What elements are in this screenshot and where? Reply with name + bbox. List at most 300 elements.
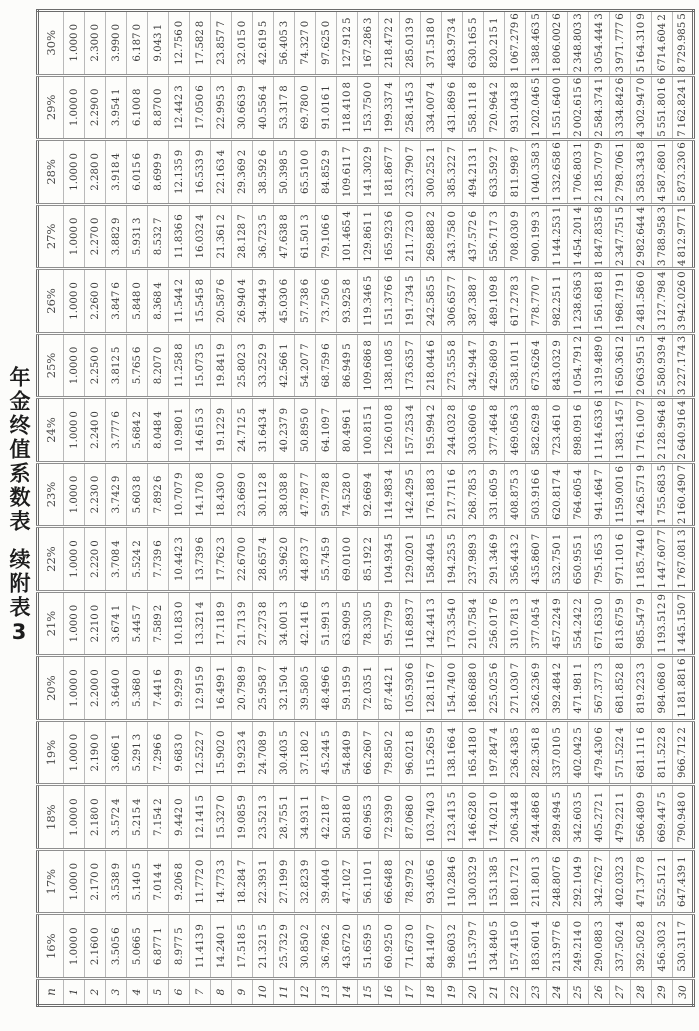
value-cell: 48.496 6 — [316, 656, 337, 721]
value-cell: 306.657 7 — [442, 269, 463, 334]
table-row — [64, 11, 85, 1006]
value-cell: 6.187 0 — [127, 11, 148, 76]
value-cell: 45.244 5 — [316, 720, 337, 785]
value-cell: 233.790 7 — [400, 140, 421, 205]
value-cell: 130.032 9 — [463, 849, 484, 914]
n-cell: 30 — [673, 979, 694, 1006]
value-cell: 141.302 9 — [358, 140, 379, 205]
value-cell: 4 812.977 1 — [673, 204, 694, 269]
value-cell: 1 551.640 0 — [547, 75, 568, 140]
page-title — [5, 366, 33, 666]
value-cell: 197.847 4 — [484, 720, 505, 785]
value-cell: 256.017 6 — [484, 591, 505, 656]
n-cell: 3 — [106, 979, 127, 1006]
value-cell: 248.807 6 — [547, 849, 568, 914]
value-cell: 157.253 4 — [400, 398, 421, 463]
value-cell: 225.025 6 — [484, 656, 505, 721]
value-cell: 1 426.571 9 — [631, 462, 652, 527]
value-cell: 2 347.751 5 — [610, 204, 631, 269]
value-cell: 54.207 7 — [295, 333, 316, 398]
value-cell: 1 561.681 8 — [589, 269, 610, 334]
value-cell: 59.195 9 — [337, 656, 358, 721]
value-cell: 95.779 9 — [379, 591, 400, 656]
value-cell: 18.284 7 — [232, 849, 253, 914]
value-cell: 12.135 9 — [169, 140, 190, 205]
n-cell: 20 — [463, 979, 484, 1006]
value-cell: 437.572 6 — [463, 204, 484, 269]
value-cell: 16.499 1 — [211, 656, 232, 721]
value-cell: 7.589 2 — [148, 591, 169, 656]
table-row — [85, 11, 106, 1006]
value-cell: 14.615 3 — [190, 398, 211, 463]
table-row — [211, 11, 232, 1006]
table-row — [316, 11, 337, 1006]
value-cell: 2.230 0 — [85, 462, 106, 527]
value-cell: 142.441 3 — [421, 591, 442, 656]
value-cell: 98.603 2 — [442, 914, 463, 979]
rate-header-cell: 30% — [38, 11, 64, 76]
value-cell: 17.118 9 — [211, 591, 232, 656]
value-cell: 811.998 7 — [505, 140, 526, 205]
table-row — [148, 11, 169, 1006]
n-cell: 14 — [337, 979, 358, 1006]
n-cell: 1 — [64, 979, 85, 1006]
value-cell: 244.032 8 — [442, 398, 463, 463]
value-cell: 12.756 0 — [169, 11, 190, 76]
rate-header-cell: 22% — [38, 527, 64, 592]
value-cell: 12.915 9 — [190, 656, 211, 721]
value-cell: 6714.604 2 — [652, 11, 673, 76]
value-cell: 764.605 4 — [568, 462, 589, 527]
rate-header-cell: 16% — [38, 914, 64, 979]
value-cell: 567.377 3 — [589, 656, 610, 721]
value-cell: 30.112 8 — [253, 462, 274, 527]
value-cell: 54.840 9 — [337, 720, 358, 785]
value-cell: 42.619 5 — [253, 11, 274, 76]
value-cell: 457.224 9 — [547, 591, 568, 656]
value-cell: 494.213 1 — [463, 140, 484, 205]
value-cell: 23.857 7 — [211, 11, 232, 76]
value-cell: 24.712 5 — [232, 398, 253, 463]
value-cell: 326.236 9 — [526, 656, 547, 721]
value-cell: 1.000 0 — [64, 204, 85, 269]
value-cell: 673.626 4 — [526, 333, 547, 398]
value-cell: 2 481.586 0 — [631, 269, 652, 334]
value-cell: 165.923 6 — [379, 204, 400, 269]
value-cell: 11.413 9 — [190, 914, 211, 979]
value-cell: 7 162.824 1 — [673, 75, 694, 140]
value-cell: 9.043 1 — [148, 11, 169, 76]
value-cell: 900.199 3 — [526, 204, 547, 269]
table-row — [652, 11, 673, 1006]
value-cell: 27.199 9 — [274, 849, 295, 914]
table-row — [631, 11, 652, 1006]
value-cell: 387.388 7 — [463, 269, 484, 334]
value-cell: 258.145 3 — [400, 75, 421, 140]
value-cell: 3 788.958 3 — [652, 204, 673, 269]
value-cell: 28.128 7 — [232, 204, 253, 269]
value-cell: 56.405 3 — [274, 11, 295, 76]
value-cell: 157.415 0 — [505, 914, 526, 979]
value-cell: 1 054.791 2 — [568, 333, 589, 398]
value-cell: 479.430 6 — [589, 720, 610, 785]
value-cell: 104.934 5 — [379, 527, 400, 592]
value-cell: 8.532 7 — [148, 204, 169, 269]
table-row — [295, 11, 316, 1006]
value-cell: 3.847 6 — [106, 269, 127, 334]
value-cell: 79.106 6 — [316, 204, 337, 269]
value-cell: 32.015 0 — [232, 11, 253, 76]
value-cell: 483.973 4 — [442, 11, 463, 76]
value-cell: 291.346 9 — [484, 527, 505, 592]
value-cell: 237.989 3 — [463, 527, 484, 592]
value-cell: 3.505 6 — [106, 914, 127, 979]
value-cell: 153.138 5 — [484, 849, 505, 914]
value-cell: 28.755 1 — [274, 785, 295, 850]
annuity-fvifa-table — [36, 9, 695, 1007]
table-row — [400, 11, 421, 1006]
value-cell: 2.240 0 — [85, 398, 106, 463]
value-cell: 18.430 0 — [211, 462, 232, 527]
value-cell: 5.765 6 — [127, 333, 148, 398]
value-cell: 8.207 0 — [148, 333, 169, 398]
value-cell: 91.016 1 — [316, 75, 337, 140]
value-cell: 11.772 0 — [190, 849, 211, 914]
value-cell: 50.895 0 — [295, 398, 316, 463]
value-cell: 74.327 0 — [295, 11, 316, 76]
n-cell: 19 — [442, 979, 463, 1006]
n-cell: 10 — [253, 979, 274, 1006]
value-cell: 60.965 3 — [358, 785, 379, 850]
n-cell: 8 — [211, 979, 232, 1006]
value-cell: 3 583.343 8 — [631, 140, 652, 205]
value-cell: 2 002.615 6 — [568, 75, 589, 140]
value-cell: 66.648 8 — [379, 849, 400, 914]
value-cell: 42.218 7 — [316, 785, 337, 850]
value-cell: 126.010 8 — [379, 398, 400, 463]
rate-header-cell: 25% — [38, 333, 64, 398]
table-row — [673, 11, 694, 1006]
value-cell: 22.995 3 — [211, 75, 232, 140]
value-cell: 1.000 0 — [64, 11, 85, 76]
value-cell: 146.628 0 — [463, 785, 484, 850]
value-cell: 2 185.707 9 — [589, 140, 610, 205]
value-cell: 4 587.680 1 — [652, 140, 673, 205]
value-cell: 35.962 0 — [274, 527, 295, 592]
value-cell: 1 445.150 7 — [673, 591, 694, 656]
value-cell: 8 729.985 5 — [673, 11, 694, 76]
value-cell: 109.686 8 — [358, 333, 379, 398]
value-cell: 429.680 9 — [484, 333, 505, 398]
table-row — [568, 11, 589, 1006]
value-cell: 14.240 1 — [211, 914, 232, 979]
value-cell: 1 144.253 1 — [547, 204, 568, 269]
table-row — [337, 11, 358, 1006]
value-cell: 385.322 7 — [442, 140, 463, 205]
n-cell: 6 — [169, 979, 190, 1006]
value-cell: 282.361 8 — [526, 720, 547, 785]
table-area — [36, 9, 690, 1007]
value-cell: 723.461 0 — [547, 398, 568, 463]
value-cell: 7.296 6 — [148, 720, 169, 785]
value-cell: 74.528 0 — [337, 462, 358, 527]
value-cell: 167.286 3 — [358, 11, 379, 76]
value-cell: 165.418 0 — [463, 720, 484, 785]
value-cell: 7.739 6 — [148, 527, 169, 592]
value-cell: 138.108 5 — [379, 333, 400, 398]
value-cell: 3.777 6 — [106, 398, 127, 463]
value-cell: 8.368 4 — [148, 269, 169, 334]
value-cell: 3.882 9 — [106, 204, 127, 269]
value-cell: 151.376 6 — [379, 269, 400, 334]
value-cell: 93.925 8 — [337, 269, 358, 334]
table-row — [547, 11, 568, 1006]
value-cell: 5.368 0 — [127, 656, 148, 721]
value-cell: 38.592 6 — [253, 140, 274, 205]
value-cell: 218.044 6 — [421, 333, 442, 398]
value-cell: 2 160.490 7 — [673, 462, 694, 527]
value-cell: 17.582 8 — [190, 11, 211, 76]
value-cell: 3.640 0 — [106, 656, 127, 721]
value-cell: 19.122 9 — [211, 398, 232, 463]
value-cell: 720.964 2 — [484, 75, 505, 140]
value-cell: 3.674 1 — [106, 591, 127, 656]
value-cell: 211.723 0 — [400, 204, 421, 269]
value-cell: 87.068 0 — [400, 785, 421, 850]
value-cell: 92.669 4 — [358, 462, 379, 527]
value-cell: 25.958 7 — [253, 656, 274, 721]
table-row — [358, 11, 379, 1006]
value-cell: 34.931 1 — [295, 785, 316, 850]
value-cell: 941.464 7 — [589, 462, 610, 527]
value-cell: 5.445 7 — [127, 591, 148, 656]
value-cell: 31.643 4 — [253, 398, 274, 463]
value-cell: 1.000 0 — [64, 785, 85, 850]
value-cell: 72.939 0 — [379, 785, 400, 850]
value-cell: 3 054.444 3 — [589, 11, 610, 76]
n-cell: 2 — [85, 979, 106, 1006]
value-cell: 45.030 6 — [274, 269, 295, 334]
value-cell: 1 067.279 6 — [505, 11, 526, 76]
value-cell: 337.010 5 — [547, 720, 568, 785]
value-cell: 566.480 9 — [631, 785, 652, 850]
value-cell: 8.977 5 — [169, 914, 190, 979]
value-cell: 2.160 0 — [85, 914, 106, 979]
value-cell: 105.930 6 — [400, 656, 421, 721]
value-cell: 371.518 0 — [421, 11, 442, 76]
value-cell: 30.403 5 — [274, 720, 295, 785]
n-cell: 17 — [400, 979, 421, 1006]
value-cell: 2 584.374 1 — [589, 75, 610, 140]
value-cell: 898.091 6 — [568, 398, 589, 463]
n-cell: 21 — [484, 979, 505, 1006]
value-cell: 115.379 7 — [463, 914, 484, 979]
value-cell: 273.555 8 — [442, 333, 463, 398]
value-cell: 142.429 5 — [400, 462, 421, 527]
value-cell: 1 650.361 2 — [610, 333, 631, 398]
value-cell: 84.852 9 — [316, 140, 337, 205]
value-cell: 218.472 2 — [379, 11, 400, 76]
value-cell: 5.603 8 — [127, 462, 148, 527]
value-cell: 1 332.658 6 — [547, 140, 568, 205]
value-cell: 9.206 8 — [169, 849, 190, 914]
value-cell: 17.762 3 — [211, 527, 232, 592]
value-cell: 408.875 3 — [505, 462, 526, 527]
value-cell: 34.944 9 — [253, 269, 274, 334]
value-cell: 63.909 5 — [337, 591, 358, 656]
n-cell: 4 — [127, 979, 148, 1006]
value-cell: 194.253 5 — [442, 527, 463, 592]
value-cell: 11.544 2 — [169, 269, 190, 334]
value-cell: 47.787 7 — [295, 462, 316, 527]
n-cell: 18 — [421, 979, 442, 1006]
value-cell: 2.180 0 — [85, 785, 106, 850]
value-cell: 32.823 9 — [295, 849, 316, 914]
value-cell: 5 873.230 6 — [673, 140, 694, 205]
rate-header-cell: 29% — [38, 75, 64, 140]
value-cell: 2.220 0 — [85, 527, 106, 592]
value-cell: 14.773 3 — [211, 849, 232, 914]
value-cell: 15.073 5 — [190, 333, 211, 398]
value-cell: 811.522 8 — [652, 720, 673, 785]
value-cell: 3.918 4 — [106, 140, 127, 205]
value-cell: 530.311 7 — [673, 914, 694, 979]
value-cell: 109.611 7 — [337, 140, 358, 205]
value-cell: 334.007 4 — [421, 75, 442, 140]
value-cell: 2 982.644 4 — [631, 204, 652, 269]
value-cell: 15.902 0 — [211, 720, 232, 785]
value-cell: 1 716.100 7 — [631, 398, 652, 463]
value-cell: 42.141 6 — [295, 591, 316, 656]
value-cell: 51.659 5 — [358, 914, 379, 979]
value-cell: 242.585 5 — [421, 269, 442, 334]
value-cell: 966.712 2 — [673, 720, 694, 785]
value-cell: 471.981 1 — [568, 656, 589, 721]
n-cell: 12 — [295, 979, 316, 1006]
value-cell: 50.818 0 — [337, 785, 358, 850]
value-cell: 820.215 1 — [484, 11, 505, 76]
value-cell: 5.215 4 — [127, 785, 148, 850]
value-cell: 1 755.683 5 — [652, 462, 673, 527]
value-cell: 708.030 9 — [505, 204, 526, 269]
value-cell: 128.116 7 — [421, 656, 442, 721]
value-cell: 236.438 5 — [505, 720, 526, 785]
value-cell: 471.377 8 — [631, 849, 652, 914]
value-cell: 129.020 1 — [400, 527, 421, 592]
value-cell: 630.165 5 — [463, 11, 484, 76]
table-row — [106, 11, 127, 1006]
value-cell: 2.280 0 — [85, 140, 106, 205]
value-cell: 971.101 6 — [610, 527, 631, 592]
value-cell: 1 383.145 7 — [610, 398, 631, 463]
value-cell: 16.032 4 — [190, 204, 211, 269]
value-cell: 10.183 0 — [169, 591, 190, 656]
value-cell: 8.048 4 — [148, 398, 169, 463]
value-cell: 158.404 5 — [421, 527, 442, 592]
value-cell: 1159.001 6 — [610, 462, 631, 527]
value-cell: 1 181.881 6 — [673, 656, 694, 721]
value-cell: 3 227.174 3 — [673, 333, 694, 398]
rate-header-cell: 28% — [38, 140, 64, 205]
rate-header-cell: 26% — [38, 269, 64, 334]
value-cell: 3.990 0 — [106, 11, 127, 76]
value-cell: 22.393 1 — [253, 849, 274, 914]
value-cell: 503.916 6 — [526, 462, 547, 527]
value-cell: 115.265 9 — [421, 720, 442, 785]
value-cell: 61.501 3 — [295, 204, 316, 269]
n-cell: 24 — [547, 979, 568, 1006]
value-cell: 37.180 2 — [295, 720, 316, 785]
value-cell: 10.442 3 — [169, 527, 190, 592]
value-cell: 24.708 9 — [253, 720, 274, 785]
value-cell: 669.447 5 — [652, 785, 673, 850]
value-cell: 671.633 0 — [589, 591, 610, 656]
value-cell: 2 128.964 8 — [652, 398, 673, 463]
value-cell: 68.759 6 — [316, 333, 337, 398]
value-cell: 1 767.081 3 — [673, 527, 694, 592]
value-cell: 65.510 0 — [295, 140, 316, 205]
value-cell: 402.042 5 — [568, 720, 589, 785]
value-cell: 3 971.777 6 — [610, 11, 631, 76]
value-cell: 5.524 2 — [127, 527, 148, 592]
value-cell: 268.785 3 — [463, 462, 484, 527]
value-cell: 556.717 3 — [484, 204, 505, 269]
value-cell: 6.015 6 — [127, 140, 148, 205]
n-cell: 29 — [652, 979, 673, 1006]
value-cell: 2.270 0 — [85, 204, 106, 269]
page-title-prefix: 续附表3 — [7, 548, 31, 647]
value-cell: 6.100 8 — [127, 75, 148, 140]
rate-header-cell: 23% — [38, 462, 64, 527]
value-cell: 2.290 0 — [85, 75, 106, 140]
value-cell: 292.104 9 — [568, 849, 589, 914]
n-cell: 28 — [631, 979, 652, 1006]
value-cell: 479.221 1 — [610, 785, 631, 850]
corner-n-label: n — [38, 979, 64, 1006]
value-cell: 1.000 0 — [64, 591, 85, 656]
value-cell: 78.979 2 — [400, 849, 421, 914]
value-cell: 984.068 0 — [652, 656, 673, 721]
value-cell: 1 706.803 1 — [568, 140, 589, 205]
value-cell: 19.923 4 — [232, 720, 253, 785]
value-cell: 119.346 5 — [358, 269, 379, 334]
n-cell: 26 — [589, 979, 610, 1006]
value-cell: 795.165 3 — [589, 527, 610, 592]
value-cell: 681.852 8 — [610, 656, 631, 721]
value-cell: 2.170 0 — [85, 849, 106, 914]
value-cell: 1 447.607 7 — [652, 527, 673, 592]
value-cell: 29.369 2 — [232, 140, 253, 205]
value-cell: 26.940 4 — [232, 269, 253, 334]
value-cell: 78.330 5 — [358, 591, 379, 656]
value-cell: 85.192 2 — [358, 527, 379, 592]
value-cell: 269.888 2 — [421, 204, 442, 269]
value-cell: 96.021 8 — [400, 720, 421, 785]
table-row — [169, 11, 190, 1006]
value-cell: 101.465 4 — [337, 204, 358, 269]
value-cell: 3 127.798 4 — [652, 269, 673, 334]
value-cell: 813.675 9 — [610, 591, 631, 656]
value-cell: 17.050 6 — [190, 75, 211, 140]
value-cell: 84.140 7 — [421, 914, 442, 979]
value-cell: 211.801 3 — [526, 849, 547, 914]
value-cell: 843.032 9 — [547, 333, 568, 398]
value-cell: 10.707 9 — [169, 462, 190, 527]
value-cell: 377.464 8 — [484, 398, 505, 463]
value-cell: 1 040.358 3 — [526, 140, 547, 205]
value-cell: 57.738 6 — [295, 269, 316, 334]
value-cell: 19.841 9 — [211, 333, 232, 398]
